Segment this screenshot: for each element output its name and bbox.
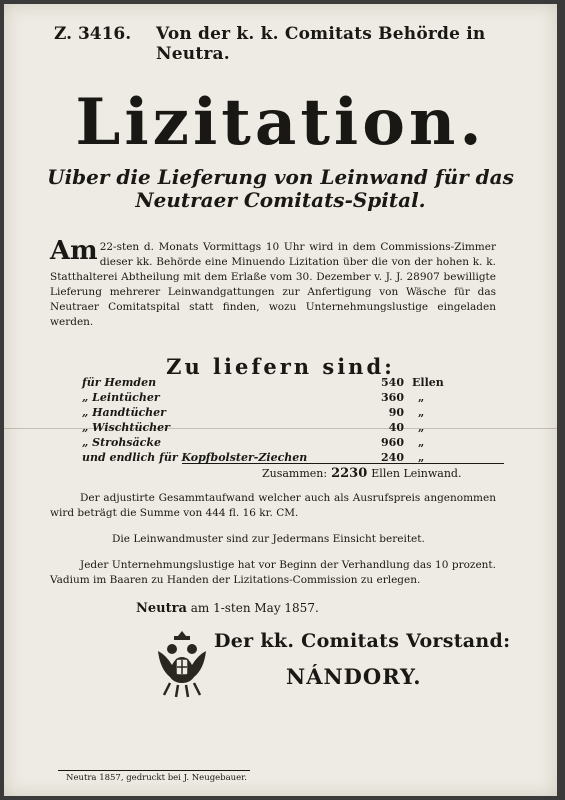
imprint-rule bbox=[58, 770, 250, 771]
delivery-row bbox=[82, 421, 502, 436]
subtitle-line-2: Neutraer Comitats-Spital. bbox=[135, 188, 426, 212]
total-unit: Ellen Leinwand. bbox=[371, 467, 462, 480]
place-date bbox=[136, 601, 319, 616]
delivery-row bbox=[82, 436, 502, 451]
printer-imprint: Neutra 1857, gedruckt bei J. Neugebauer. bbox=[66, 773, 248, 783]
intro-paragraph bbox=[50, 236, 496, 330]
header bbox=[4, 24, 557, 64]
delivery-item: „ Leintücher bbox=[82, 391, 160, 404]
document-number: Z. 3416. bbox=[54, 24, 132, 44]
delivery-item: „ Handtücher bbox=[82, 406, 166, 419]
samples-paragraph: Die Leinwandmuster sind zur Jedermans Einsicht bereitet. bbox=[112, 533, 425, 545]
deliveries-heading: Zu liefern sind: bbox=[166, 354, 395, 379]
subtitle bbox=[4, 166, 557, 212]
total-row bbox=[262, 466, 461, 481]
intro-initial: Am bbox=[50, 236, 98, 266]
place-date-text: am 1-sten May 1857. bbox=[190, 601, 319, 615]
signature-name: NÁNDORY. bbox=[286, 664, 422, 689]
total-label: Zusammen: bbox=[262, 467, 328, 480]
delivery-quantity: 240 bbox=[381, 451, 404, 464]
subtitle-line-1: Uiber die Lieferung von Leinwand für das bbox=[47, 165, 514, 189]
signature-office: Der kk. Comitats Vorstand: bbox=[214, 630, 511, 652]
delivery-row bbox=[82, 376, 502, 391]
delivery-item: „ Strohsäcke bbox=[82, 436, 161, 449]
total-rule bbox=[182, 463, 504, 464]
delivery-row bbox=[82, 391, 502, 406]
delivery-unit: „ bbox=[418, 391, 425, 404]
cost-paragraph: Der adjustirte Gesammtaufwand welcher auch als Ausrufspreis angenommen wird beträgt die Summe von 444 fl. 16 kr. CM. bbox=[50, 492, 496, 519]
delivery-unit: Ellen bbox=[412, 376, 444, 389]
delivery-quantity: 540 bbox=[381, 376, 404, 389]
delivery-quantity: 40 bbox=[388, 421, 404, 434]
delivery-quantity: 960 bbox=[381, 436, 404, 449]
deposit-paragraph: Jeder Unternehmungslustige hat vor Beginn der Verhandlung das 10 prozent. Vadium im Baaren zu Handen der Lizitations-Commission zu erlegen. bbox=[50, 559, 496, 586]
delivery-unit: „ bbox=[418, 421, 425, 434]
issuing-authority: Von der k. k. Comitats Behörde in Neutra. bbox=[156, 24, 486, 64]
delivery-item: „ Wischtücher bbox=[82, 421, 170, 434]
delivery-unit: „ bbox=[418, 436, 425, 449]
delivery-unit: „ bbox=[418, 406, 425, 419]
delivery-quantity: 360 bbox=[381, 391, 404, 404]
delivery-item: und endlich für Kopfbolster-Ziechen bbox=[82, 451, 308, 464]
delivery-row bbox=[82, 406, 502, 421]
total-value: 2230 bbox=[331, 466, 368, 481]
intro-text: 22-sten d. Monats Vormittags 10 Uhr wird in dem Commissions-Zimmer dieser kk. Behörde eine Minuendo Lizitation über die von der hohen k. k. Statthalterei Abtheilung mit dem Erlaße vom 30. Dezember v. J. J. 28907 bewilligte Lieferung mehrerer Leinwandgattungen zur Anfertigung von Wäsche für das Neutraer Comitatspital statt finden, wozu Unternehmungslustige eingeladen werden. bbox=[50, 241, 496, 328]
delivery-quantity: 90 bbox=[388, 406, 404, 419]
delivery-item: für Hemden bbox=[82, 376, 157, 389]
deliveries-table bbox=[82, 376, 502, 466]
poster-sheet bbox=[4, 4, 557, 796]
page-title: Lizitation. bbox=[75, 85, 486, 160]
imperial-eagle-seal-icon bbox=[154, 629, 210, 701]
delivery-unit: „ bbox=[418, 451, 425, 464]
place-city: Neutra bbox=[136, 601, 187, 616]
